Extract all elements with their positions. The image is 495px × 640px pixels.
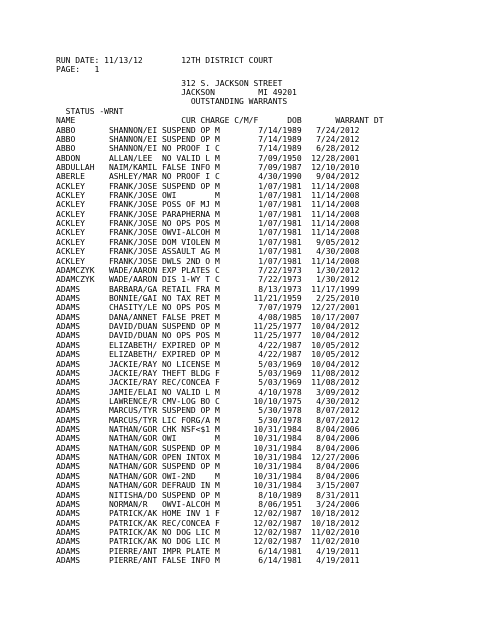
warrant-row: ADAMS NITISHA/DO SUSPEND OP M 8/10/1989 8/31/2011 (56, 490, 360, 500)
warrant-row: ABBO SHANNON/EI SUSPEND OP M 7/14/1989 7/24/2012 (56, 134, 360, 144)
court-city-line: JACKSON MI 49201 (56, 88, 297, 98)
warrant-row: ADAMS BARBARA/GA RETAIL FRA M 8/13/1973 11/17/1999 (56, 284, 360, 294)
warrant-row: ADAMS PATRICK/AK HOME INV 1 F 12/02/1987 10/18/2012 (56, 509, 360, 519)
warrant-row: ACKLEY FRANK/JOSE POSS OF MJ M 1/07/1981 11/14/2008 (56, 200, 360, 210)
warrant-row: ADAMS ELIZABETH/ EXPIRED OP M 4/22/1987 10/05/2012 (56, 340, 360, 350)
warrant-list (56, 126, 488, 566)
warrant-row: ABDULLAH NAIM/KAMIL FALSE INFO M 7/09/1987 12/10/2010 (56, 162, 360, 172)
warrant-row: ADAMS NATHAN/GOR SUSPEND OP M 10/31/1984 8/04/2006 (56, 443, 360, 453)
warrant-row: ACKLEY FRANK/JOSE OWVI-ALCOH M 1/07/1981 11/14/2008 (56, 228, 360, 238)
status-line: STATUS -WRNT (56, 106, 124, 116)
warrant-row: ADAMS JAMIE/ELAI NO VALID L M 4/10/1978 3/09/2012 (56, 387, 360, 397)
warrant-row: ADAMS JACKIE/RAY NO LICENSE M 5/03/1969 10/04/2012 (56, 359, 360, 369)
warrant-row: ACKLEY FRANK/JOSE NO OPS POS M 1/07/1981 11/14/2008 (56, 219, 360, 229)
warrant-row: ABBO SHANNON/EI NO PROOF I C 7/14/1989 6/28/2012 (56, 144, 360, 154)
warrant-row: ADAMS NATHAN/GOR OPEN INTOX M 10/31/1984 12/27/2006 (56, 453, 360, 463)
warrant-row: ADAMS DAVID/DUAN NO OPS POS M 11/25/1977 10/04/2012 (56, 331, 360, 341)
warrant-row: ADAMCZYK WADE/AARON EXP PLATES C 7/22/1973 1/30/2012 (56, 265, 360, 275)
warrant-row: ABBO SHANNON/EI SUSPEND OP M 7/14/1989 7/24/2012 (56, 125, 360, 135)
warrant-report (56, 56, 488, 565)
warrant-row: ADAMS PIERRE/ANT IMPR PLATE M 6/14/1981 4/19/2011 (56, 546, 360, 556)
report-title: OUTSTANDING WARRANTS (56, 97, 288, 107)
warrant-row: ACKLEY FRANK/JOSE DOM VIOLEN M 1/07/1981 9/05/2012 (56, 237, 360, 247)
court-street-line: 312 S. JACKSON STREET (56, 78, 283, 88)
warrant-row: ADAMS NATHAN/GOR OWI M 10/31/1984 8/04/2006 (56, 434, 360, 444)
warrant-row: ABDON ALLAN/LEE NO VALID L M 7/09/1950 12/28/2001 (56, 153, 360, 163)
warrant-row: ADAMCZYK WADE/AARON DIS 1-WY T C 7/22/1973 1/30/2012 (56, 275, 360, 285)
warrant-row: ACKLEY FRANK/JOSE SUSPEND OP M 1/07/1981 11/14/2008 (56, 181, 360, 191)
warrant-row: ADAMS MARCUS/TYR LIC FORG/A M 5/30/1978 8/07/2012 (56, 415, 360, 425)
warrant-row: ADAMS NATHAN/GOR OWI-2ND M 10/31/1984 8/04/2006 (56, 471, 360, 481)
warrant-row: ACKLEY FRANK/JOSE PARAPHERNA M 1/07/1981 11/14/2008 (56, 209, 360, 219)
warrant-row: ACKLEY FRANK/JOSE OWI M 1/07/1981 11/14/2008 (56, 191, 360, 201)
warrant-row: ADAMS PATRICK/AK NO DOG LIC M 12/02/1987 11/02/2010 (56, 527, 360, 537)
warrant-row: ADAMS JACKIE/RAY THEFT BLDG F 5/03/1969 11/08/2012 (56, 368, 360, 378)
warrant-row: ADAMS PATRICK/AK NO DOG LIC M 12/02/1987 11/02/2010 (56, 537, 360, 547)
warrant-row: ADAMS PATRICK/AK REC/CONCEA F 12/02/1987 10/18/2012 (56, 518, 360, 528)
warrant-row: ADAMS NATHAN/GOR CHK NSF<$1 M 10/31/1984 8/04/2006 (56, 425, 360, 435)
warrant-row: ADAMS CHASITY/LE NO OPS POS M 7/07/1979 12/27/2001 (56, 303, 360, 313)
warrant-row: ADAMS LAWRENCE/R CMV-LOG BO C 10/10/1975 4/30/2012 (56, 396, 360, 406)
warrant-row: ADAMS DANA/ANNET FALSE PRET M 4/08/1985 10/17/2007 (56, 312, 360, 322)
run-date-line: RUN DATE: 11/13/12 12TH DISTRICT COURT (56, 56, 273, 65)
page-number-line: PAGE: 1 (56, 65, 100, 75)
warrant-row: ADAMS ELIZABETH/ EXPIRED OP M 4/22/1987 10/05/2012 (56, 350, 360, 360)
column-headers: NAME CUR CHARGE C/M/F DOB WARRANT DT (56, 116, 384, 126)
warrant-row: ADAMS DAVID/DUAN SUSPEND OP M 11/25/1977 10/04/2012 (56, 322, 360, 332)
warrant-row: ADAMS JACKIE/RAY REC/CONCEA F 5/03/1969 11/08/2012 (56, 378, 360, 388)
warrant-row: ADAMS NATHAN/GOR SUSPEND OP M 10/31/1984 8/04/2006 (56, 462, 360, 472)
warrant-row: ADAMS PIERRE/ANT FALSE INFO M 6/14/1981 4/19/2011 (56, 556, 360, 566)
warrant-row: ADAMS NATHAN/GOR DEFRAUD IN M 10/31/1984 3/15/2007 (56, 481, 360, 491)
warrant-row: ADAMS BONNIE/GAI NO TAX RET M 11/21/1959 2/25/2010 (56, 293, 360, 303)
warrant-row: ABERLE ASHLEY/MAR NO PROOF I C 4/30/1990 9/04/2012 (56, 172, 360, 182)
warrant-row: ACKLEY FRANK/JOSE ASSAULT AG M 1/07/1981 4/30/2008 (56, 247, 360, 257)
warrant-row: ACKLEY FRANK/JOSE DWLS 2ND O M 1/07/1981 11/14/2008 (56, 256, 360, 266)
warrant-row: ADAMS NORMAN/R OWVI-ALCOH M 8/06/1951 3/24/2006 (56, 499, 360, 509)
warrant-row: ADAMS MARCUS/TYR SUSPEND OP M 5/30/1978 8/07/2012 (56, 406, 360, 416)
